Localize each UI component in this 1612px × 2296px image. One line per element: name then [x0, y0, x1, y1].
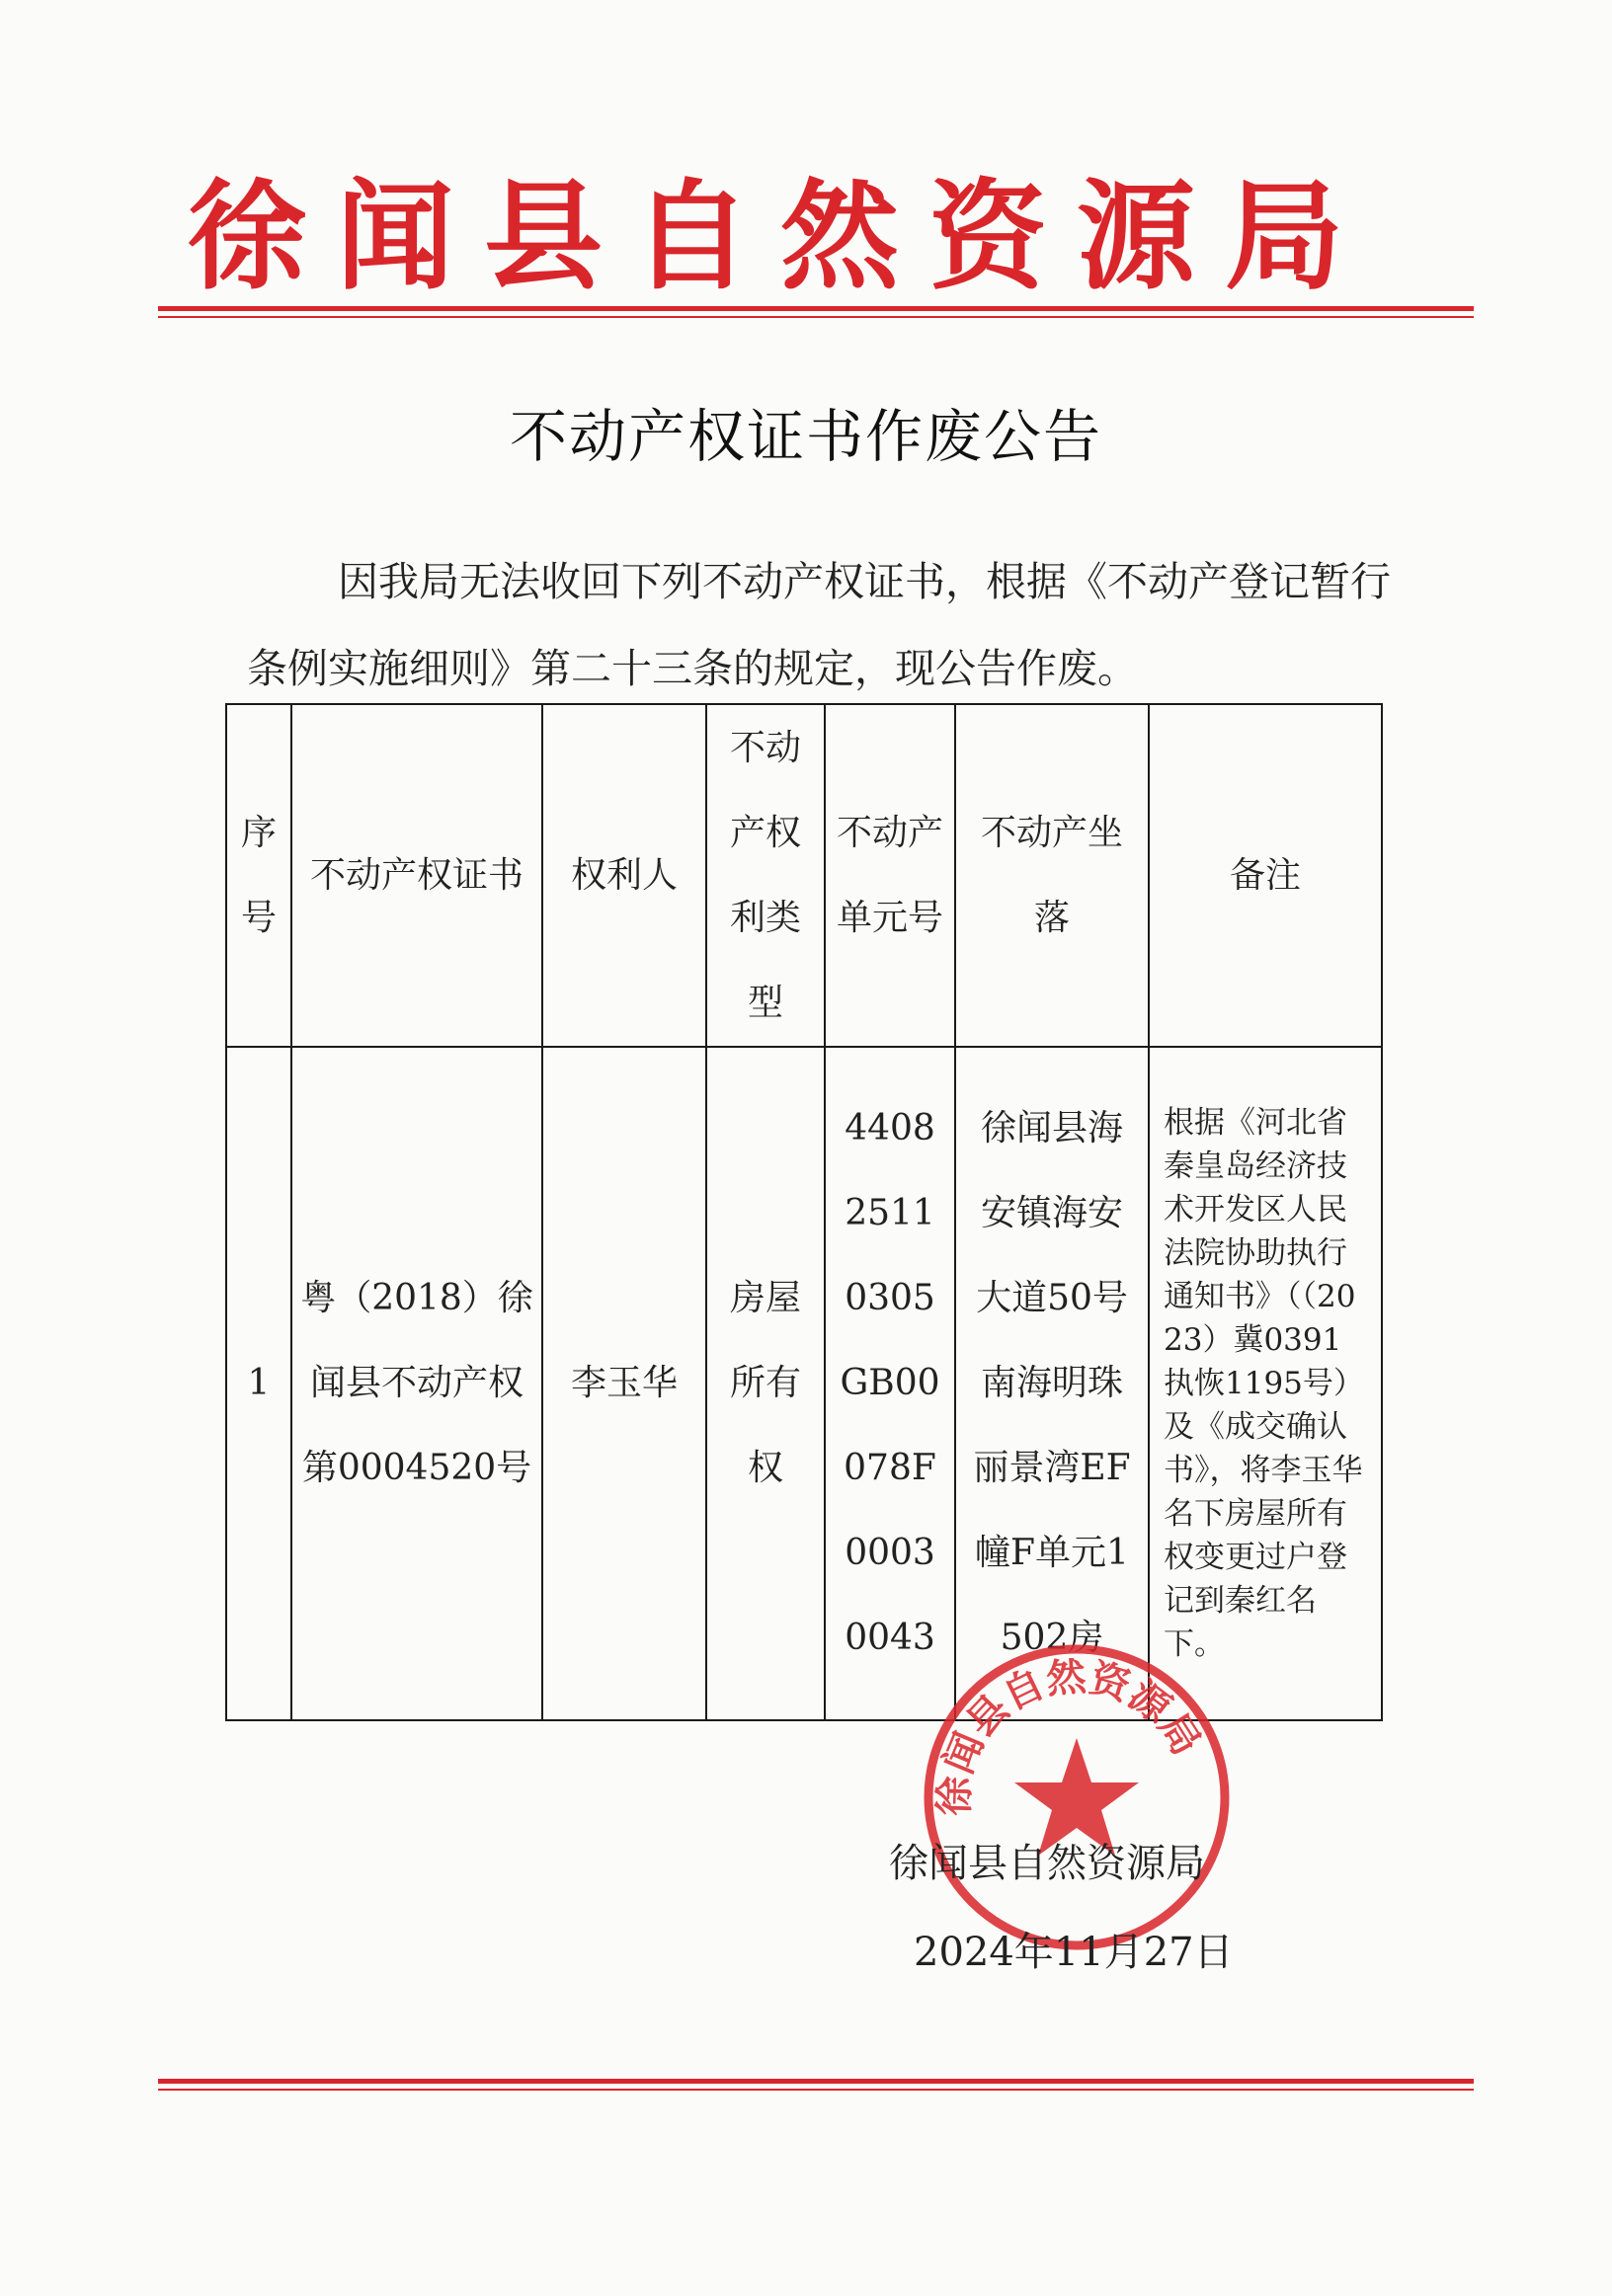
seal-text: 徐闻县自然资源局 — [930, 1653, 1210, 1817]
letterhead-rule — [158, 306, 1474, 318]
table-row — [226, 1047, 1382, 1720]
issue-date: 2024年11月27日 — [914, 1930, 1234, 1975]
notice-title: 不动产权证书作废公告 — [509, 403, 1102, 470]
column-header: 序号 — [226, 704, 291, 1047]
column-header: 不动产坐落 — [955, 704, 1149, 1047]
column-header: 不动产权证书 — [291, 704, 542, 1047]
column-header: 不动产单元号 — [825, 704, 955, 1047]
certificate-table — [225, 703, 1383, 1721]
notice-body: 因我局无法收回下列不动产权证书，根据《不动产登记暂行条例实施细则》第二十三条的规定，现公告作废。 — [247, 558, 1391, 692]
certificate-number: 粤（2018）徐闻县不动产权第0004520号 — [291, 1047, 542, 1720]
right-type: 房屋所有权 — [706, 1047, 825, 1720]
official-seal-icon — [914, 1634, 1240, 1960]
unit-number: 440825110305GB00078F00030043 — [825, 1047, 955, 1720]
row-index: 1 — [226, 1047, 291, 1720]
column-header: 备注 — [1149, 704, 1382, 1047]
footer-rule — [158, 2079, 1474, 2091]
remark: 根据《河北省秦皇岛经济技术开发区人民法院协助执行通知书》（（2023）冀0391执恢1195号）及《成交确认书》，将李玉华名下房屋所有权变更过户登记到秦红名下。 — [1149, 1047, 1382, 1720]
org-letterhead: 徐闻县自然资源局 — [188, 167, 1373, 306]
table-header-row — [226, 704, 1382, 1047]
property-location: 徐闻县海安镇海安大道50号南海明珠丽景湾EF幢F单元1502房 — [955, 1047, 1149, 1720]
issuer-signature: 徐闻县自然资源局 — [889, 1841, 1205, 1886]
column-header: 权利人 — [542, 704, 706, 1047]
column-header: 不动产权利类型 — [706, 704, 825, 1047]
right-holder: 李玉华 — [542, 1047, 706, 1720]
